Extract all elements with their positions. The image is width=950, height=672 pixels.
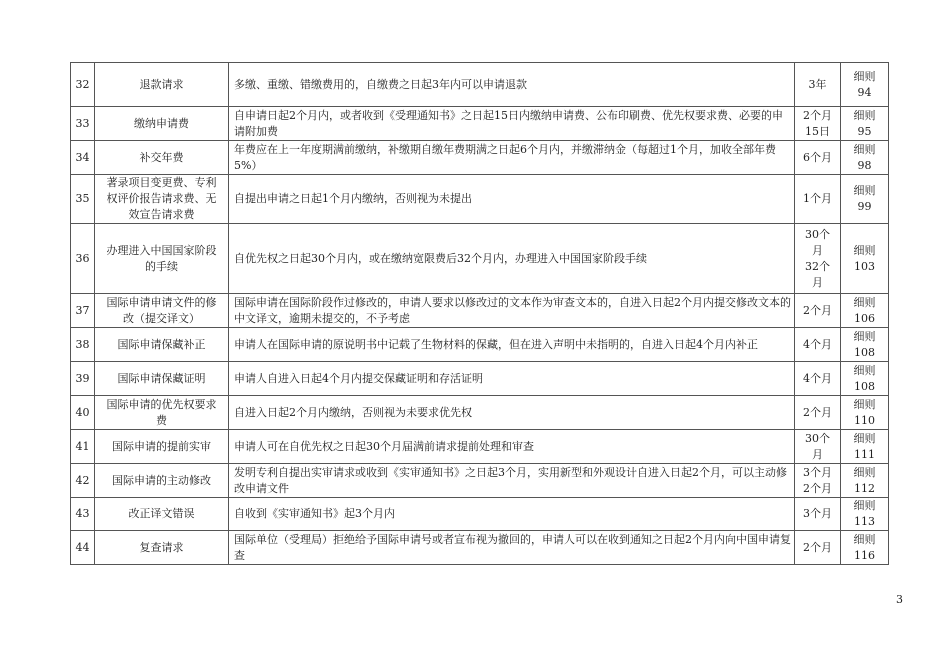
table-row (71, 430, 889, 464)
table-row (71, 396, 889, 430)
row-number: 33 (71, 107, 95, 141)
rules-table (70, 62, 889, 565)
row-description: 国际单位（受理局）拒绝给予国际申请号或者宣布视为撤回的，申请人可以在收到通知之日起2个月内向中国申请复查 (229, 531, 795, 565)
table-row (71, 224, 889, 294)
row-rule-ref: 细则 106 (841, 294, 889, 328)
row-item: 国际申请申请文件的修 改（提交译文） (95, 294, 229, 328)
row-description: 自申请日起2个月内，或者收到《受理通知书》之日起15日内缴纳申请费、公布印刷费、优先权要求费、必要的申请附加费 (229, 107, 795, 141)
row-item: 国际申请保藏补正 (95, 328, 229, 362)
table-body (71, 63, 889, 565)
row-number: 38 (71, 328, 95, 362)
row-item: 国际申请的主动修改 (95, 464, 229, 498)
table-row (71, 175, 889, 224)
row-number: 35 (71, 175, 95, 224)
row-description: 申请人自进入日起4个月内提交保藏证明和存活证明 (229, 362, 795, 396)
page-number: 3 (896, 593, 903, 606)
table-row (71, 294, 889, 328)
row-description: 发明专利自提出实审请求或收到《实审通知书》之日起3个月，实用新型和外观设计自进入日起2个月，可以主动修改申请文件 (229, 464, 795, 498)
row-number: 37 (71, 294, 95, 328)
row-number: 39 (71, 362, 95, 396)
row-description: 自进入日起2个月内缴纳，否则视为未要求优先权 (229, 396, 795, 430)
row-number: 36 (71, 224, 95, 294)
table-row (71, 63, 889, 107)
row-rule-ref: 细则 110 (841, 396, 889, 430)
row-number: 41 (71, 430, 95, 464)
table-row (71, 498, 889, 531)
table-row (71, 464, 889, 498)
row-description: 自收到《实审通知书》起3个月内 (229, 498, 795, 531)
row-rule-ref: 细则 111 (841, 430, 889, 464)
table-row (71, 328, 889, 362)
row-item: 著录项目变更费、专利 权评价报告请求费、无 效宣告请求费 (95, 175, 229, 224)
row-item: 补交年费 (95, 141, 229, 175)
row-description: 多缴、重缴、错缴费用的，自缴费之日起3年内可以申请退款 (229, 63, 795, 107)
row-item: 改正译文错误 (95, 498, 229, 531)
row-number: 43 (71, 498, 95, 531)
row-rule-ref: 细则 99 (841, 175, 889, 224)
row-item: 退款请求 (95, 63, 229, 107)
row-time-limit: 6个月 (795, 141, 841, 175)
row-time-limit: 2个月 15日 (795, 107, 841, 141)
row-rule-ref: 细则 112 (841, 464, 889, 498)
row-description: 自优先权之日起30个月内，或在缴纳宽限费后32个月内，办理进入中国国家阶段手续 (229, 224, 795, 294)
row-time-limit: 4个月 (795, 328, 841, 362)
row-description: 申请人可在自优先权之日起30个月届满前请求提前处理和审查 (229, 430, 795, 464)
row-rule-ref: 细则 94 (841, 63, 889, 107)
row-description: 国际申请在国际阶段作过修改的，申请人要求以修改过的文本作为审查文本的，自进入日起2个月内提交修改文本的中文译文，逾期未提交的，不予考虑 (229, 294, 795, 328)
row-description: 申请人在国际申请的原说明书中记载了生物材料的保藏，但在进入声明中未指明的，自进入日起4个月内补正 (229, 328, 795, 362)
row-rule-ref: 细则 103 (841, 224, 889, 294)
row-description: 年费应在上一年度期满前缴纳，补缴期自缴年费期满之日起6个月内，并缴滞纳金（每超过1个月，加收全部年费5%） (229, 141, 795, 175)
row-number: 44 (71, 531, 95, 565)
row-item: 缴纳申请费 (95, 107, 229, 141)
row-time-limit: 3个月 2个月 (795, 464, 841, 498)
row-number: 32 (71, 63, 95, 107)
row-number: 40 (71, 396, 95, 430)
row-item: 国际申请的优先权要求 费 (95, 396, 229, 430)
row-description: 自提出申请之日起1个月内缴纳，否则视为未提出 (229, 175, 795, 224)
table-row (71, 362, 889, 396)
row-number: 34 (71, 141, 95, 175)
row-rule-ref: 细则 108 (841, 328, 889, 362)
row-item: 国际申请保藏证明 (95, 362, 229, 396)
row-time-limit: 2个月 (795, 294, 841, 328)
row-time-limit: 3年 (795, 63, 841, 107)
row-time-limit: 2个月 (795, 396, 841, 430)
row-rule-ref: 细则 116 (841, 531, 889, 565)
row-time-limit: 30个 月 (795, 430, 841, 464)
row-rule-ref: 细则 113 (841, 498, 889, 531)
row-rule-ref: 细则 95 (841, 107, 889, 141)
row-time-limit: 3个月 (795, 498, 841, 531)
row-rule-ref: 细则 108 (841, 362, 889, 396)
table-row (71, 107, 889, 141)
table-row (71, 531, 889, 565)
row-number: 42 (71, 464, 95, 498)
row-item: 复查请求 (95, 531, 229, 565)
row-time-limit: 30个 月 32个 月 (795, 224, 841, 294)
row-time-limit: 2个月 (795, 531, 841, 565)
row-time-limit: 4个月 (795, 362, 841, 396)
row-item: 国际申请的提前实审 (95, 430, 229, 464)
row-time-limit: 1个月 (795, 175, 841, 224)
row-rule-ref: 细则 98 (841, 141, 889, 175)
row-item: 办理进入中国国家阶段 的手续 (95, 224, 229, 294)
table-row (71, 141, 889, 175)
